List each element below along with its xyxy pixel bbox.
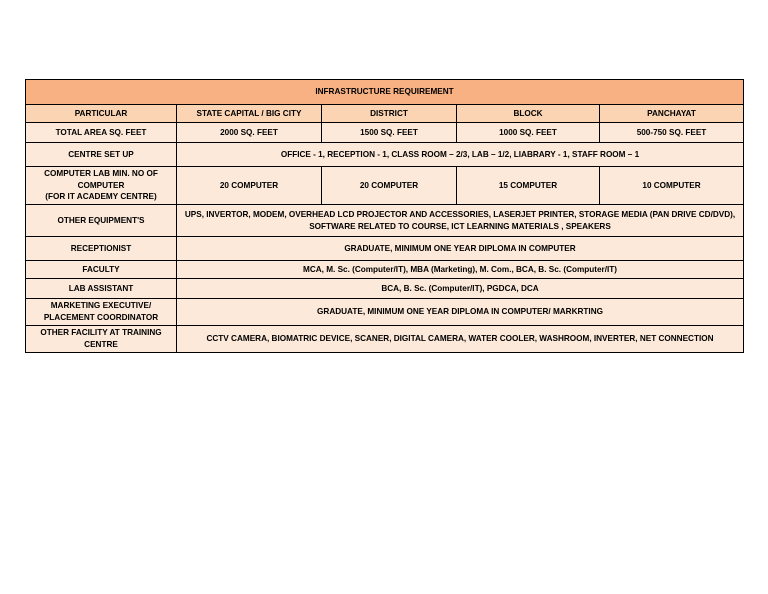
- table-row-marketing: [26, 299, 744, 326]
- row-label: [26, 299, 177, 326]
- table-cell: 2000 SQ. FEET: [177, 123, 322, 143]
- table-cell: 20 COMPUTER: [177, 167, 322, 205]
- row-label: FACULTY: [26, 261, 177, 279]
- row-label: [26, 167, 177, 205]
- table-row-total-area: [26, 123, 744, 143]
- row-label-line: COMPUTER: [77, 180, 125, 190]
- header-block: BLOCK: [457, 105, 600, 123]
- cell-line: UPS, INVERTOR, MODEM, OVERHEAD LCD PROJECTOR AND ACCESSORIES, LASERJET PRINTER, STORAGE MEDIA (PAN DRIVE CD/DVD),: [184, 209, 736, 219]
- row-label-line: PLACEMENT COORDINATOR: [43, 313, 159, 322]
- cell-line: SOFTWARE RELATED TO COURSE, ICT LEARNING MATERIALS , SPEAKERS: [309, 221, 611, 231]
- table-row-other-equipment: [26, 205, 744, 237]
- table-cell: GRADUATE, MINIMUM ONE YEAR DIPLOMA IN COMPUTER/ MARKRTING: [177, 299, 744, 326]
- table-cell: GRADUATE, MINIMUM ONE YEAR DIPLOMA IN COMPUTER: [177, 237, 744, 261]
- table-row-lab-assistant: [26, 279, 744, 299]
- table-cell: [177, 205, 744, 237]
- table-cell: CCTV CAMERA, BIOMATRIC DEVICE, SCANER, DIGITAL CAMERA, WATER COOLER, WASHROOM, INVERTER, NET CONNECTION: [177, 326, 744, 353]
- table-row-centre-setup: [26, 143, 744, 167]
- row-label-line: CENTRE: [84, 340, 118, 349]
- table-row-receptionist: [26, 237, 744, 261]
- table-header-row: [26, 105, 744, 123]
- row-label: RECEPTIONIST: [26, 237, 177, 261]
- row-label-line: COMPUTER LAB MIN. NO OF: [44, 168, 158, 178]
- row-label: LAB ASSISTANT: [26, 279, 177, 299]
- table-cell: BCA, B. Sc. (Computer/IT), PGDCA, DCA: [177, 279, 744, 299]
- table-title: INFRASTRUCTURE REQUIREMENT: [26, 80, 744, 105]
- row-label-line: OTHER FACILITY AT TRAINING: [40, 328, 162, 338]
- row-label-line: MARKETING EXECUTIVE/: [50, 301, 152, 311]
- row-label: CENTRE SET UP: [26, 143, 177, 167]
- row-label: TOTAL AREA SQ. FEET: [26, 123, 177, 143]
- table-row-faculty: [26, 261, 744, 279]
- table-cell: 10 COMPUTER: [600, 167, 744, 205]
- table-cell: 500-750 SQ. FEET: [600, 123, 744, 143]
- row-label-line: (FOR IT ACADEMY CENTRE): [45, 192, 157, 202]
- table-row-other-facility: [26, 326, 744, 353]
- table-row-computer-lab: [26, 167, 744, 205]
- table-cell: 1000 SQ. FEET: [457, 123, 600, 143]
- header-particular: PARTICULAR: [26, 105, 177, 123]
- table-cell: 1500 SQ. FEET: [322, 123, 457, 143]
- table-cell: MCA, M. Sc. (Computer/IT), MBA (Marketing), M. Com., BCA, B. Sc. (Computer/IT): [177, 261, 744, 279]
- table-cell: 20 COMPUTER: [322, 167, 457, 205]
- header-state-capital: STATE CAPITAL / BIG CITY: [177, 105, 322, 123]
- table-cell: OFFICE - 1, RECEPTION - 1, CLASS ROOM – 2/3, LAB – 1/2, LIABRARY - 1, STAFF ROOM – 1: [177, 143, 744, 167]
- header-panchayat: PANCHAYAT: [600, 105, 744, 123]
- table-cell: 15 COMPUTER: [457, 167, 600, 205]
- infrastructure-requirement-table: [25, 79, 744, 353]
- header-district: DISTRICT: [322, 105, 457, 123]
- table-title-row: [26, 80, 744, 105]
- row-label: [26, 326, 177, 353]
- row-label: OTHER EQUIPMENT'S: [26, 205, 177, 237]
